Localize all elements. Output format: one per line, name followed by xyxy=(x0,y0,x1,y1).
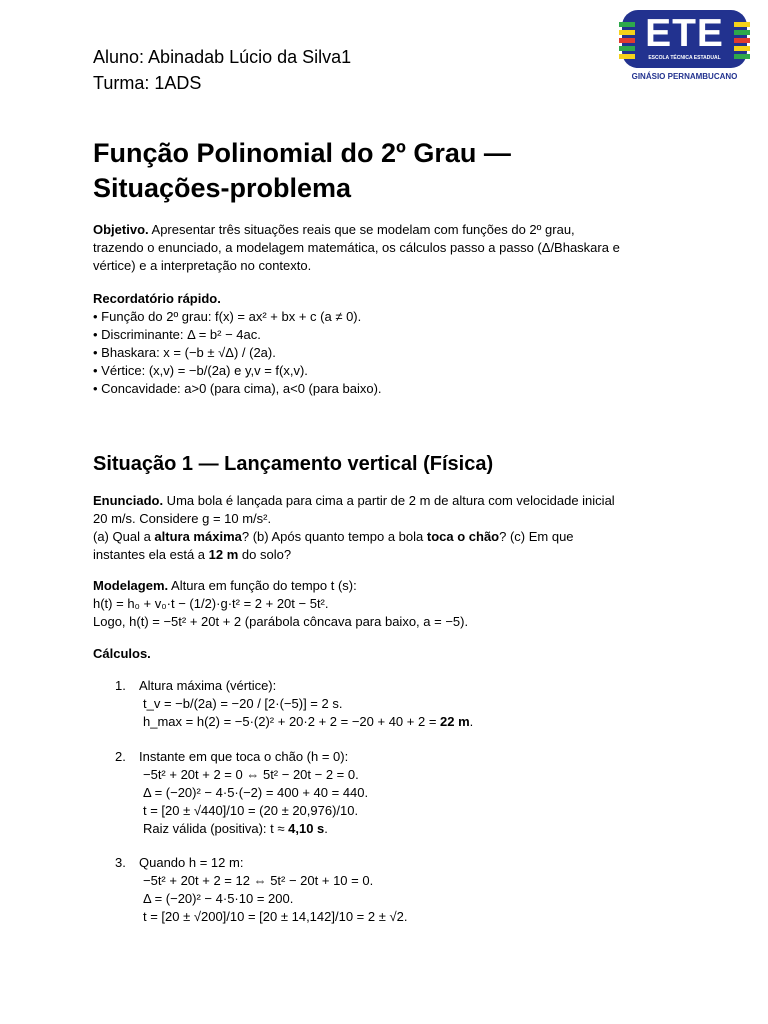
statement-text-2: 20 m/s. Considere g = 10 m/s². xyxy=(93,511,272,526)
school-logo xyxy=(622,10,747,86)
title-line-1: Função Polinomial do 2º Grau — xyxy=(93,138,511,168)
modeling-text-2: h(t) = h₀ + v₀·t − (1/2)·g·t² = 2 + 20t − 5t². xyxy=(93,596,329,611)
step-result: h_max = h(2) = −5·(2)² + 20·2 + 2 = −20 + 40 + 2 = 22 m. xyxy=(143,714,474,729)
student-name: Aluno: Abinadab Lúcio da Silva1 xyxy=(93,47,352,67)
recap-item: • Função do 2º grau: f(x) = ax² + bx + c (a ≠ 0). xyxy=(93,309,362,324)
section-heading: Situação 1 — Lançamento vertical (Física) xyxy=(93,453,494,475)
class-name: Turma: 1ADS xyxy=(93,73,202,93)
modeling-text-1: Altura em função do tempo t (s): xyxy=(168,578,357,593)
recap-item: • Vértice: (x,v) = −b/(2a) e y,v = f(x,v). xyxy=(93,363,308,378)
objective-text-2: trazendo o enunciado, a modelagem matemática, os cálculos passo a passo (Δ/Bhaskara e xyxy=(93,240,620,255)
objective-paragraph xyxy=(93,221,683,275)
step-line: Δ = (−20)² − 4·5·10 = 200. xyxy=(143,891,294,906)
recap-item: • Concavidade: a>0 (para cima), a<0 (para baixo). xyxy=(93,381,382,396)
objective-text-3: vértice) e a interpretação no contexto. xyxy=(93,258,312,273)
step-line: t = [20 ± √200]/10 = [20 ± 14,142]/10 = 2 ± √2. xyxy=(143,909,408,924)
objective-label: Objetivo. xyxy=(93,222,149,237)
statement-paragraph xyxy=(93,492,683,564)
recap-label: Recordatório rápido. xyxy=(93,291,221,306)
calculations-label: Cálculos. xyxy=(93,646,151,661)
step-result: Raiz válida (positiva): t ≈ 4,10 s. xyxy=(143,821,328,836)
step-number: 1. xyxy=(115,678,126,693)
step-line: −5t² + 20t + 2 = 0 ⇔ 5t² − 20t − 2 = 0. xyxy=(143,767,359,782)
step-line: t_v = −b/(2a) = −20 / [2·(−5)] = 2 s. xyxy=(143,696,343,711)
step-line: Δ = (−20)² − 4·5·(−2) = 400 + 40 = 440. xyxy=(143,785,369,800)
step-title: Altura máxima (vértice): xyxy=(139,678,277,693)
title-line-2: Situações-problema xyxy=(93,173,352,203)
logo-bottom-text: GINÁSIO PERNAMBUCANO xyxy=(631,72,738,81)
step-title: Instante em que toca o chão (h = 0): xyxy=(139,749,349,764)
statement-text-1: Uma bola é lançada para cima a partir de 2 m de altura com velocidade inicial xyxy=(163,493,615,508)
page-title xyxy=(93,136,653,206)
statement-label: Enunciado. xyxy=(93,493,164,508)
modeling-text-3: Logo, h(t) = −5t² + 20t + 2 (parábola côncava para baixo, a = −5). xyxy=(93,614,469,629)
modeling-paragraph xyxy=(93,577,683,631)
statement-text-4: instantes ela está a 12 m do solo? xyxy=(93,547,292,562)
recap-item: • Bhaskara: x = (−b ± √Δ) / (2a). xyxy=(93,345,276,360)
step-number: 2. xyxy=(115,749,126,764)
objective-text-1: Apresentar três situações reais que se modelam com funções do 2º grau, xyxy=(148,222,575,237)
step-line: t = [20 ± √440]/10 = (20 ± 20,976)/10. xyxy=(143,803,359,818)
step-title: Quando h = 12 m: xyxy=(139,855,244,870)
modeling-label: Modelagem. xyxy=(93,578,169,593)
step-number: 3. xyxy=(115,855,126,870)
statement-text-3: (a) Qual a altura máxima? (b) Após quanto tempo a bola toca o chão? (c) Em que xyxy=(93,529,574,544)
recap-section xyxy=(93,290,683,398)
logo-text: ETE xyxy=(645,12,724,55)
logo-subtitle: ESCOLA TÉCNICA ESTADUAL xyxy=(648,55,721,61)
step-line: −5t² + 20t + 2 = 12 ⇔ 5t² − 20t + 10 = 0. xyxy=(143,873,374,888)
recap-item: • Discriminante: Δ = b² − 4ac. xyxy=(93,327,261,342)
